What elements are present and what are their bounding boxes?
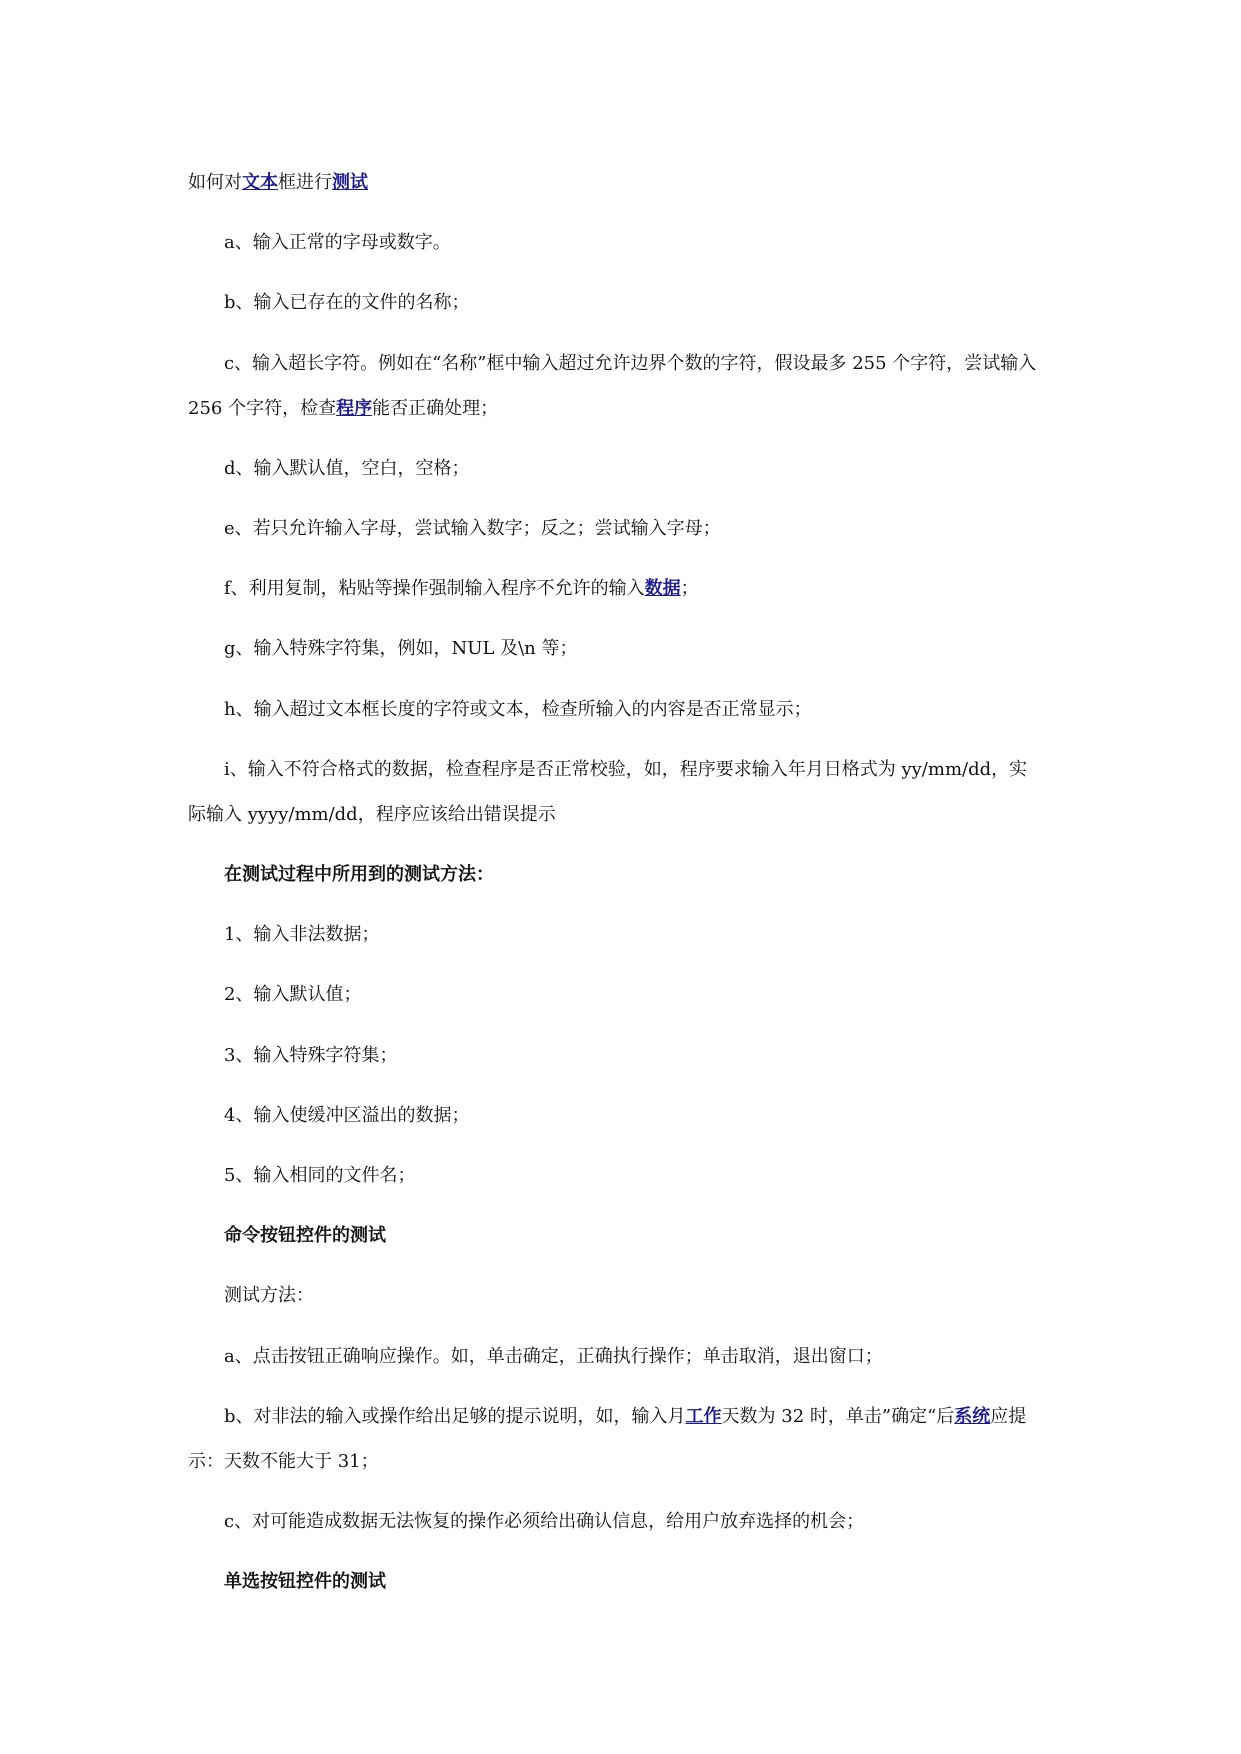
link-xitong[interactable]: 系统 (954, 1406, 991, 1427)
item-c-line1: c、输入超长字符。例如在“名称”框中输入超过允许边界个数的字符，假设最多 255 个字符，尝试输入 (224, 353, 1037, 374)
item-c-line2-post: 能否正确处理； (372, 398, 499, 419)
command-item-b-line2: 示：天数不能大于 31； (188, 1451, 379, 1472)
command-item-b-line1 (224, 1406, 1026, 1428)
doc-title (188, 172, 368, 194)
item-g: g、输入特殊字符集，例如，NUL 及\n 等； (224, 638, 578, 659)
command-item-b-mid: 天数为 32 时，单击”确定“后 (721, 1406, 955, 1427)
methods-heading: 在测试过程中所用到的测试方法： (224, 864, 494, 885)
method-item-5: 5、输入相同的文件名； (224, 1165, 416, 1186)
title-text-1: 如何对 (188, 172, 242, 193)
link-chengxu[interactable]: 程序 (336, 398, 373, 419)
method-item-1: 1、输入非法数据； (224, 924, 380, 945)
command-item-b-post: 应提 (990, 1406, 1027, 1427)
item-f (224, 578, 699, 600)
item-f-pre: f、利用复制，粘贴等操作强制输入程序不允许的输入 (224, 578, 645, 599)
link-wenben[interactable]: 文本 (242, 172, 278, 193)
method-item-4: 4、输入使缓冲区溢出的数据； (224, 1105, 470, 1126)
item-f-post: ； (680, 578, 699, 599)
title-text-2: 框进行 (278, 172, 332, 193)
item-b: b、输入已存在的文件的名称； (224, 292, 470, 313)
method-item-2: 2、输入默认值； (224, 984, 362, 1005)
item-e: e、若只允许输入字母，尝试输入数字；反之；尝试输入字母； (224, 518, 721, 539)
item-c-line2 (188, 398, 498, 420)
item-d: d、输入默认值，空白，空格； (224, 458, 470, 479)
item-i-line2: 际输入 yyyy/mm/dd，程序应该给出错误提示 (188, 804, 556, 825)
link-shuju[interactable]: 数据 (644, 578, 681, 599)
method-item-3: 3、输入特殊字符集； (224, 1045, 398, 1066)
item-c-line2-pre: 256 个字符，检查 (188, 398, 337, 419)
command-item-a: a、点击按钮正确响应操作。如，单击确定，正确执行操作；单击取消，退出窗口； (224, 1346, 883, 1367)
item-a: a、输入正常的字母或数字。 (224, 232, 451, 253)
command-button-heading: 命令按钮控件的测试 (224, 1225, 386, 1246)
command-button-subheading: 测试方法： (224, 1285, 314, 1306)
link-ceshi[interactable]: 测试 (332, 172, 368, 193)
item-i-line1: i、输入不符合格式的数据，检查程序是否正常校验，如，程序要求输入年月日格式为 yy/mm/dd，实 (224, 759, 1028, 780)
link-gongzuo[interactable]: 工作 (685, 1406, 722, 1427)
radio-button-heading: 单选按钮控件的测试 (224, 1571, 386, 1592)
command-item-b-pre: b、对非法的输入或操作给出足够的提示说明，如，输入月 (224, 1406, 686, 1427)
command-item-c: c、对可能造成数据无法恢复的操作必须给出确认信息，给用户放弃选择的机会； (224, 1511, 865, 1532)
item-h: h、输入超过文本框长度的字符或文本，检查所输入的内容是否正常显示； (224, 699, 812, 720)
